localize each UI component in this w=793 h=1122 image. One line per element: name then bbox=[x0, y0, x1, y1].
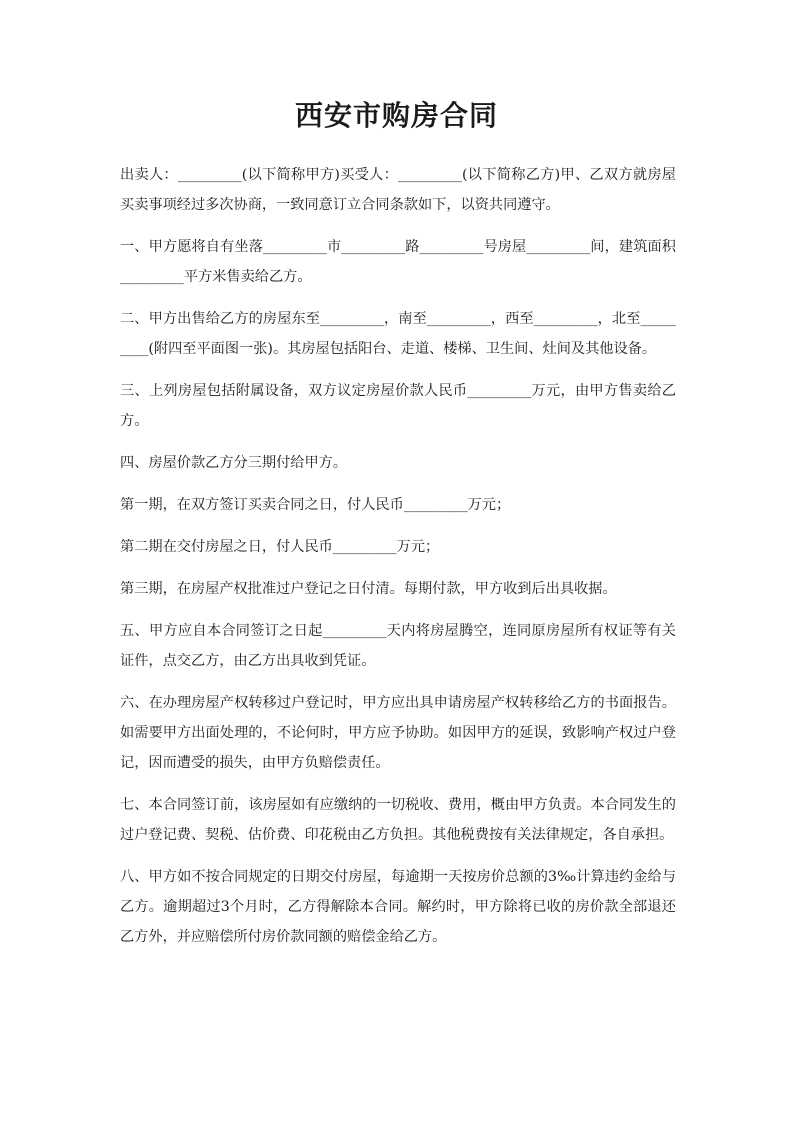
page-title: 西安市购房合同 bbox=[294, 99, 498, 132]
paragraph-payment-1: 第一期，在双方签订买卖合同之日，付人民币_________万元； bbox=[120, 497, 511, 513]
paragraph-clause-4: 四、房屋价款乙方分三期付给甲方。 bbox=[120, 455, 348, 471]
paragraph-clause-1: 一、甲方愿将自有坐落_________市_________路_________号房屋_________间，建筑面积_________平方米售卖给乙方。 bbox=[120, 239, 676, 285]
paragraph-clause-6: 六、在办理房屋产权转移过户登记时，甲方应出具申请房屋产权转移给乙方的书面报告。如需要甲方出面处理的，不论何时，甲方应予协助。如因甲方的延误，致影响产权过户登记，因而遭受的损失，由甲方负赔偿责任。 bbox=[120, 695, 676, 771]
paragraph-clause-5: 五、甲方应自本合同签订之日起_________天内将房屋腾空，连同原房屋所有权证等有关证件，点交乙方，由乙方出具收到凭证。 bbox=[120, 623, 676, 669]
paragraph-clause-7: 七、本合同签订前，该房屋如有应缴纳的一切税收、费用，概由甲方负责。本合同发生的过户登记费、契税、估价费、印花税由乙方负担。其他税费按有关法律规定，各自承担。 bbox=[120, 797, 676, 843]
paragraph-clause-3: 三、上列房屋包括附属设备，双方议定房屋价款人民币_________万元，由甲方售卖给乙方。 bbox=[120, 383, 676, 429]
paragraph-clause-8: 八、甲方如不按合同规定的日期交付房屋，每逾期一天按房价总额的3‰计算违约金给与乙方。逾期超过3个月时，乙方得解除本合同。解约时，甲方除将已收的房价款全部退还乙方外，并应赔偿所付房价款同额的赔偿金给乙方。 bbox=[120, 869, 676, 945]
paragraph-payment-3: 第三期，在房屋产权批准过户登记之日付清。每期付款，甲方收到后出具收据。 bbox=[120, 581, 617, 597]
paragraph-parties: 出卖人：_________(以下简称甲方)买受人：_________(以下简称乙方)甲、乙双方就房屋买卖事项经过多次协商，一致同意订立合同条款如下，以资共同遵守。 bbox=[120, 167, 676, 213]
paragraph-clause-2: 二、甲方出售给乙方的房屋东至_________，南至_________，西至_________，北至_________(附四至平面图一张)。其房屋包括阳台、走道、楼梯、卫生间、灶间及其他设备。 bbox=[120, 311, 676, 357]
paragraph-payment-2: 第二期在交付房屋之日，付人民币_________万元； bbox=[120, 539, 440, 555]
document-body bbox=[120, 160, 676, 964]
